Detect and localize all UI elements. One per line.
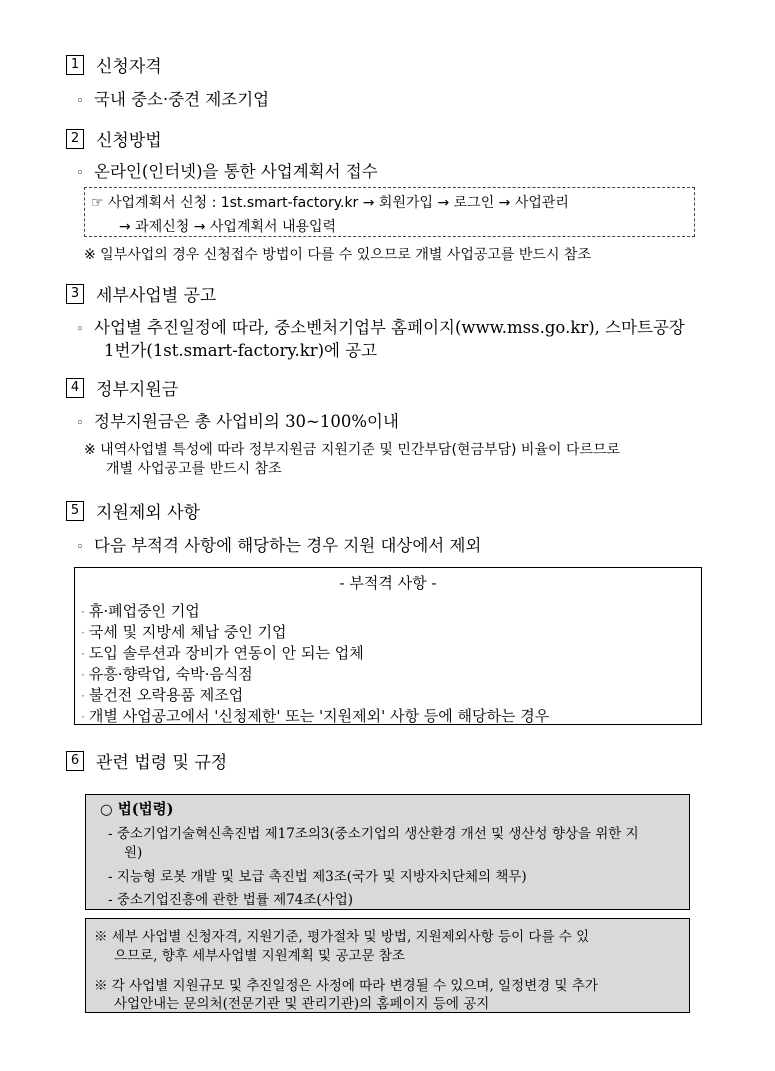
ineligible-item: · 개별 사업공고에서 '신청제한' 또는 '지원제외' 사항 등에 해당하는 경우 [81, 707, 550, 725]
section-4-bullet: ◦ 정부지원금은 총 사업비의 30~100%이내 [76, 412, 399, 431]
section-title: 신청자격 [96, 57, 162, 77]
notice-2-line-2: 사업안내는 문의처(전문기관 및 관리기관)의 홈페이지 등에 공지 [114, 996, 490, 1012]
section-number: 5 [66, 501, 84, 521]
notice-1-line-1: ※ 세부 사업별 신청자격, 지원기준, 평가절차 및 방법, 지원제외사항 등이 다를 수 있 [94, 929, 590, 945]
section-5-heading [66, 498, 200, 523]
law-item-2: - 지능형 로봇 개발 및 보급 촉진법 제3조(국가 및 지방자치단체의 책무) [108, 869, 527, 885]
section-3-heading [66, 281, 216, 306]
ineligible-items-box [74, 567, 702, 725]
bullet-mark: ◦ [76, 322, 84, 337]
section-number: 6 [66, 751, 84, 771]
law-item-1: - 중소기업기술혁신촉진법 제17조의3(중소기업의 생산환경 개선 및 생산성 향상을 위한 지 [108, 826, 639, 842]
ineligible-item: · 유흥·향락업, 숙박·음식점 [81, 665, 253, 683]
section-number: 1 [66, 55, 84, 75]
section-1-heading [66, 52, 162, 77]
section-title: 정부지원금 [96, 380, 179, 400]
section-2-heading [66, 126, 162, 151]
ineligible-item: · 도입 솔루션과 장비가 연동이 안 되는 업체 [81, 644, 364, 662]
ineligible-item: · 불건전 오락용품 제조업 [81, 686, 244, 704]
section-3-bullet-cont: 1번가(1st.smart-factory.kr)에 공고 [104, 341, 378, 360]
section-4-heading [66, 375, 178, 400]
section-title: 관련 법령 및 규정 [96, 753, 228, 773]
section-title: 신청방법 [96, 131, 162, 151]
section-title: 세부사업별 공고 [96, 286, 217, 306]
notice-2-line-1: ※ 각 사업별 지원규모 및 추진일정은 사정에 따라 변경될 수 있으며, 일정변경 및 추가 [94, 978, 598, 994]
application-steps-box [84, 187, 695, 237]
notice-box [85, 918, 690, 1013]
section-number: 2 [66, 129, 84, 149]
law-item-1-cont: 원) [124, 845, 143, 861]
bullet-mark: ◦ [76, 416, 84, 431]
notice-1-line-2: 으므로, 향후 세부사업별 지원계획 및 공고문 참조 [114, 948, 405, 964]
law-item-3: - 중소기업진흥에 관한 법률 제74조(사업) [108, 892, 354, 908]
ineligible-box-title: - 부적격 사항 - [339, 574, 437, 592]
steps-line-1: ☞ 사업계획서 신청 : 1st.smart-factory.kr → 회원가입 → 로그인 → 사업관리 [91, 195, 569, 211]
section-4-note-2: 개별 사업공고를 반드시 참조 [106, 461, 282, 477]
section-1-bullet: ◦ 국내 중소·중견 제조기업 [76, 90, 270, 109]
section-6-heading [66, 748, 227, 773]
ineligible-item: · 국세 및 지방세 체납 중인 기업 [81, 623, 287, 641]
steps-line-2: → 과제신청 → 사업계획서 내용입력 [119, 219, 337, 235]
section-title: 지원제외 사항 [96, 503, 200, 523]
section-3-bullet: ◦ 사업별 추진일정에 따라, 중소벤처기업부 홈페이지(www.mss.go.kr), 스마트공장 [76, 318, 685, 337]
section-4-note-1: ※ 내역사업별 특성에 따라 정부지원금 지원기준 및 민간부담(현금부담) 비율이 다르므로 [84, 442, 621, 458]
bullet-mark: ◦ [76, 94, 84, 109]
laws-header: ○ 법(법령) [100, 801, 174, 818]
bullet-mark: ◦ [76, 540, 84, 555]
section-5-bullet: ◦ 다음 부적격 사항에 해당하는 경우 지원 대상에서 제외 [76, 536, 482, 555]
section-2-note: ※ 일부사업의 경우 신청접수 방법이 다를 수 있으므로 개별 사업공고를 반드시 참조 [84, 247, 591, 263]
laws-box [85, 794, 690, 910]
section-number: 4 [66, 378, 84, 398]
bullet-mark: ◦ [76, 166, 84, 181]
section-number: 3 [66, 284, 84, 304]
section-2-bullet: ◦ 온라인(인터넷)을 통한 사업계획서 접수 [76, 162, 378, 181]
ineligible-item: · 휴·폐업중인 기업 [81, 602, 200, 620]
